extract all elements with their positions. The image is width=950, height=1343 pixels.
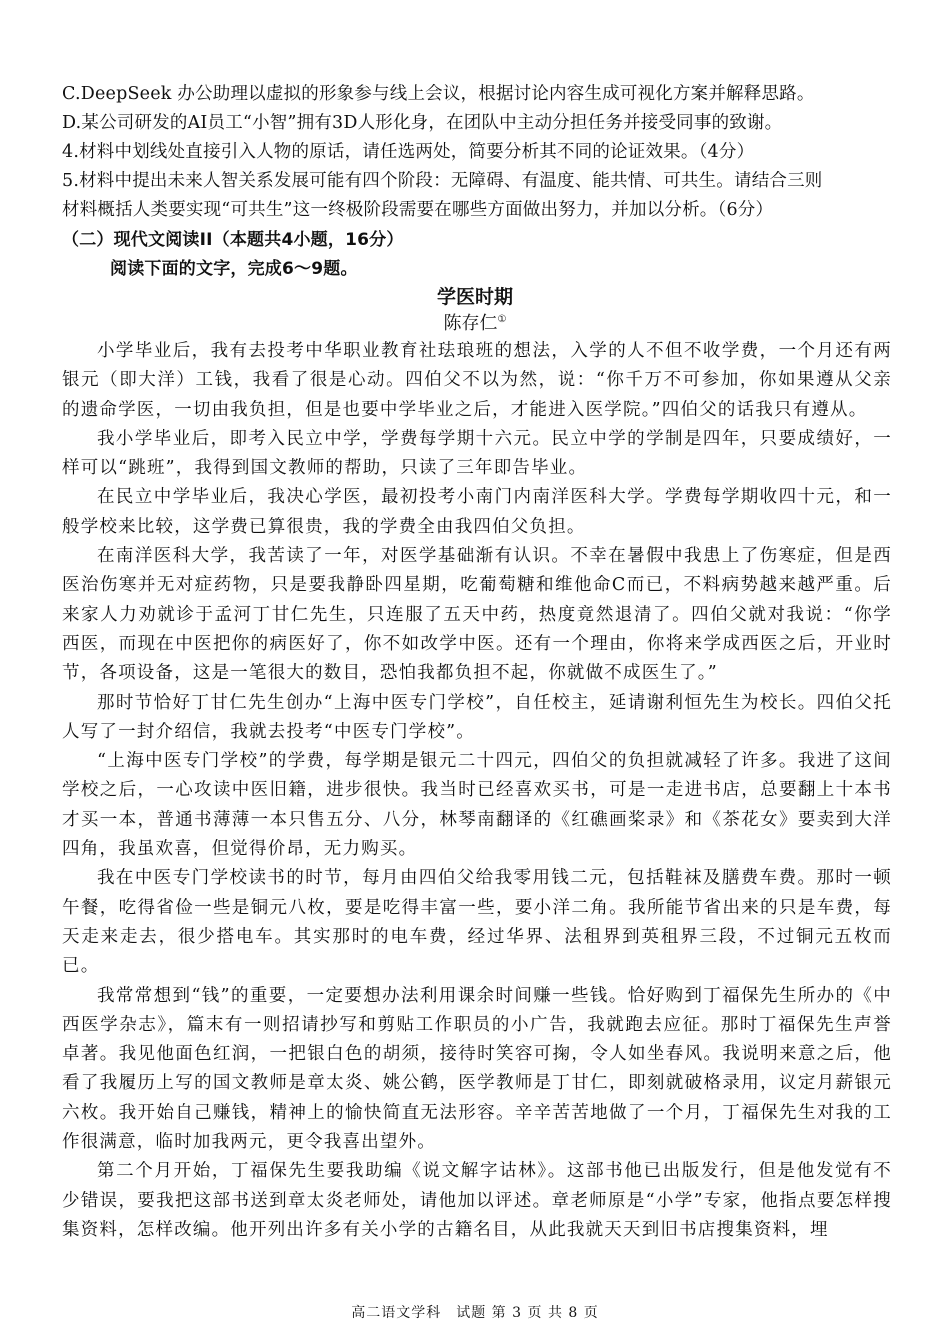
question-4: 4.材料中划线处直接引入人物的原话，请任选两处，简要分析其不同的论证效果。（4分） [62, 142, 755, 162]
article-author [0, 309, 950, 335]
article-paragraph: 小学毕业后，我有去投考中华职业教育社珐琅班的想法，入学的人不但不收学费，一个月还有两银元（即大洋）工钱，我看了很是心动。四伯父不以为然，说：“你千万不可参加，你如果遵从父亲的遗命学医，一切由我负担，但是也要中学毕业之后，才能进入医学院。”四伯父的话我只有遵从。 [62, 341, 892, 420]
author-name: 陈存仁 [443, 313, 498, 334]
article-paragraph: 我在中医专门学校读书的时节，每月由四伯父给我零用钱二元，包括鞋袜及膳费车费。那时一顿午餐，吃得省俭一些是铜元八枚，要是吃得丰富一些，要小洋二角。我所能节省出来的只是车费，每天走来走去，很少搭电车。其实那时的电车费，经过华界、法租界到英租界三段，不过铜元五枚而已。 [62, 868, 892, 977]
article-paragraph: 在南洋医科大学，我苦读了一年，对医学基础渐有认识。不幸在暑假中我患上了伤寒症，但是西医治伤寒并无对症药物，只是要我静卧四星期，吃葡萄糖和维他命C而已，不料病势越来越严重。后来家人力劝就诊于孟河丁甘仁先生，只连服了五天中药，热度竟然退清了。四伯父就对我说：“你学西医，而现在中医把你的病医好了，你不如改学中医。还有一个理由，你将来学成西医之后，开业时节，各项设备，这是一笔很大的数目，恐怕我都负担不起，你就做不成医生了。” [62, 546, 892, 684]
author-footnote-mark: ① [497, 314, 507, 325]
article-paragraph: 在民立中学毕业后，我决心学医，最初投考小南门内南洋医科大学。学费每学期收四十元，和一般学校来比较，这学费已算很贵，我的学费全由我四伯父负担。 [62, 487, 892, 537]
question-5-line-1: 5.材料中提出未来人智关系发展可能有四个阶段：无障碍、有温度、能共情、可共生。请结合三则 [62, 171, 823, 191]
article-paragraph: 我小学毕业后，即考入民立中学，学费每学期十六元。民立中学的学制是四年，只要成绩好，一样可以“跳班”，我得到国文教师的帮助，只读了三年即告毕业。 [62, 428, 892, 479]
option-d: D.某公司研发的AI员工“小智”拥有3D人形化身，在团队中主动分担任务并接受同事的致谢。 [62, 113, 783, 133]
article-paragraph: 那时节恰好丁甘仁先生创办“上海中医专门学校”，自任校主，延请谢利恒先生为校长。四伯父托人写了一封介绍信，我就去投考“中医专门学校”。 [62, 692, 892, 742]
article-paragraph: “上海中医专门学校”的学费，每学期是银元二十四元，四伯父的负担就减轻了许多。我进了这间学校之后，一心攻读中医旧籍，进步很快。我当时已经喜欢买书，可是一走进书店，总要翻上十本书才买一本，普通书薄薄一本只售五分、八分，林琴南翻译的《红礁画桨录》和《茶花女》要卖到大洋四角，我虽欢喜，但觉得价昂，无力购买。 [62, 751, 892, 860]
option-c: C.DeepSeek 办公助理以虚拟的形象参与线上会议，根据讨论内容生成可视化方案并解释思路。 [62, 84, 815, 104]
article-title: 学医时期 [436, 286, 513, 308]
article-paragraph: 第二个月开始，丁福保先生要我助编《说文解字诂林》。这部书他已出版发行，但是他发觉有不少错误，要我把这部书送到章太炎老师处，请他加以评述。章老师原是“小学”专家，他指点要怎样搜集资料，怎样改编。他开列出许多有关小学的古籍名目，从此我就天天到旧书店搜集资料，埋 [62, 1161, 892, 1240]
article-paragraph: 我常常想到“钱”的重要，一定要想办法利用课余时间赚一些钱。恰好购到丁福保先生所办的《中西医学杂志》，篇末有一则招请抄写和剪贴工作职员的小广告，我就跑去应征。那时丁福保先生声誉卓著。我见他面色红润，一把银白色的胡须，接待时笑容可掬，令人如坐春风。我说明来意之后，他看了我履历上写的国文教师是章太炎、姚公鹤，医学教师是丁甘仁，即刻就破格录用，议定月薪银元六枚。我开始自己赚钱，精神上的愉快简直无法形容。辛辛苦苦地做了一个月，丁福保先生对我的工作很满意，临时加我两元，更令我喜出望外。 [62, 985, 892, 1153]
page-footer: 高二语文学科 试题 第 3 页 共 8 页 [351, 1305, 599, 1321]
article-body [62, 337, 892, 1245]
section-heading: （二）现代文阅读II（本题共4小题，16分） [62, 230, 404, 250]
section-instruction: 阅读下面的文字，完成6～9题。 [110, 259, 358, 279]
question-5-line-2: 材料概括人类要实现“可共生”这一终极阶段需要在哪些方面做出努力，并加以分析。（6分） [62, 200, 774, 220]
